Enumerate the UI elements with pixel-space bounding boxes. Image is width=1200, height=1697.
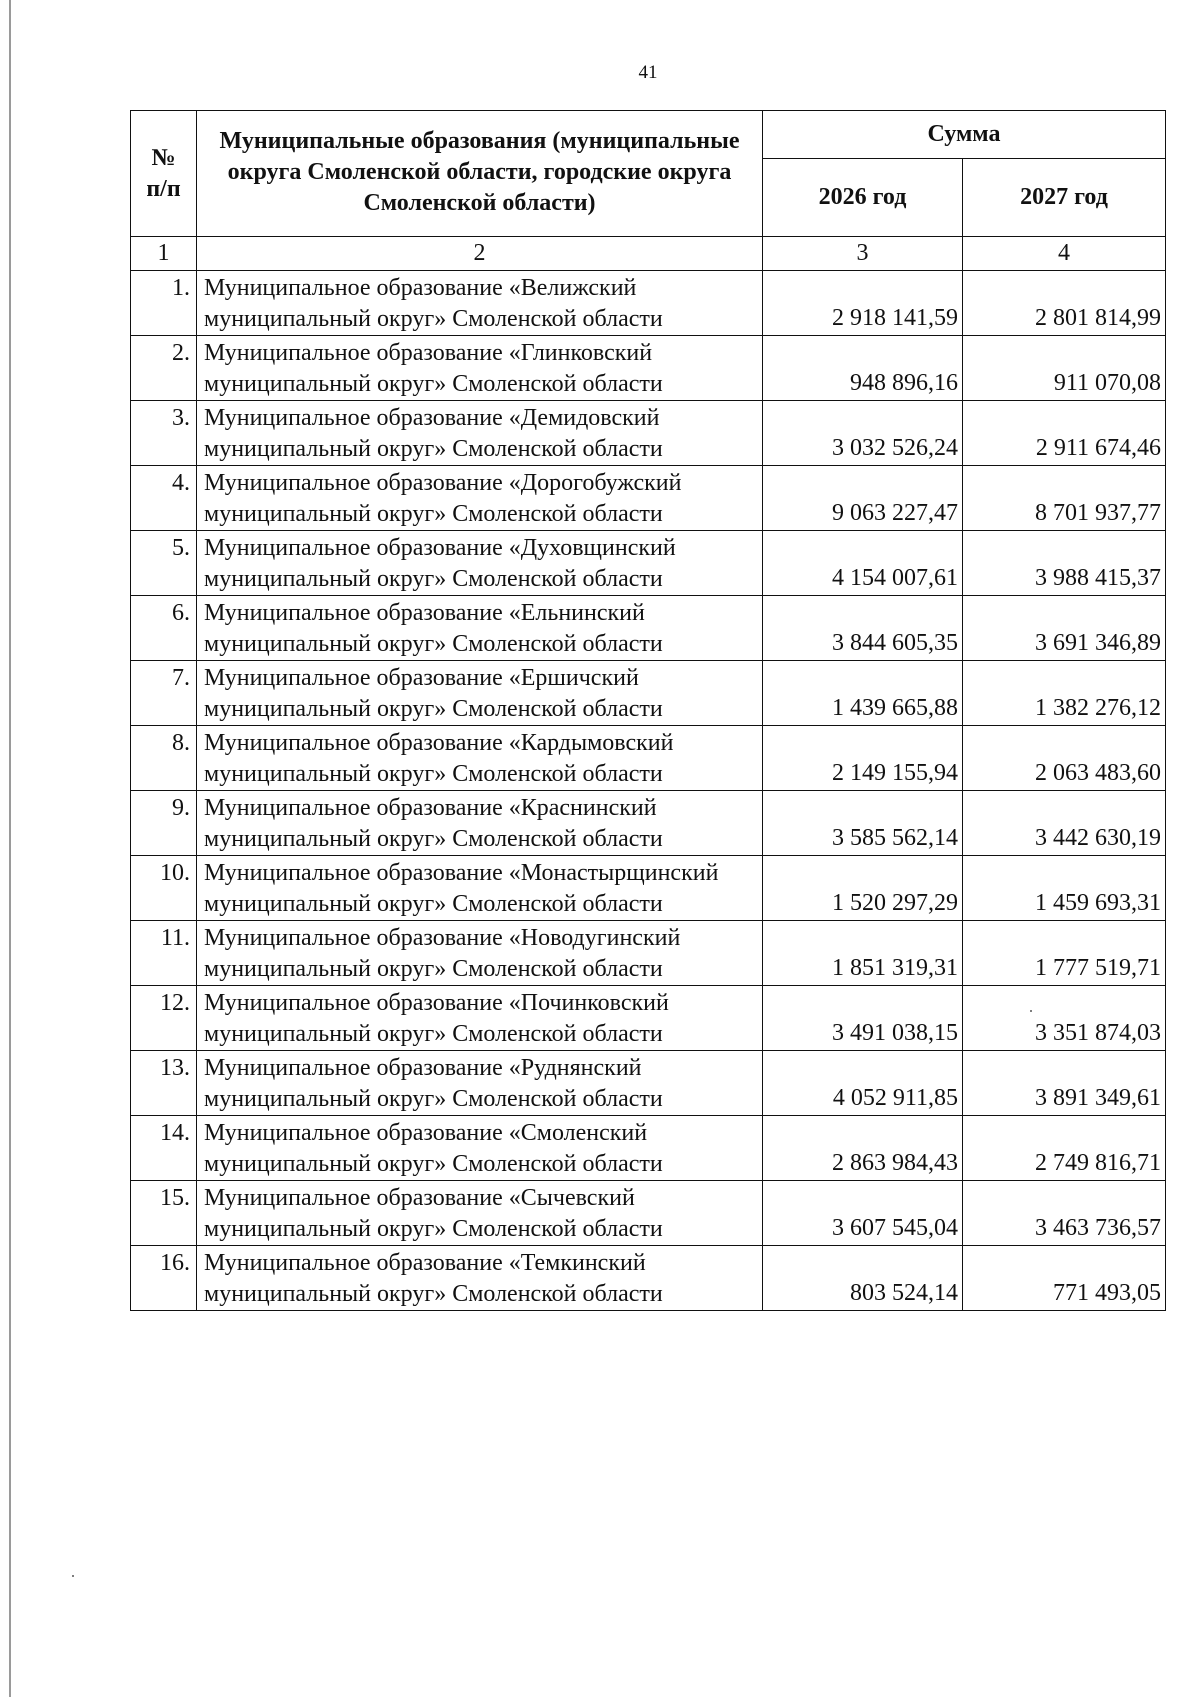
municipality-name: Муниципальное образование «Краснинский муниципальный округ» Смоленской области [197, 791, 763, 856]
municipal-sums-table [130, 110, 1166, 1311]
sum-2026: 3 844 605,35 [763, 596, 963, 661]
column-numbers-row [131, 237, 1166, 271]
municipality-name: Муниципальное образование «Темкинский муниципальный округ» Смоленской области [197, 1246, 763, 1311]
sum-2027: 2 911 674,46 [963, 401, 1166, 466]
sum-2026: 4 052 911,85 [763, 1051, 963, 1116]
table-row [131, 336, 1166, 401]
sum-2027: 2 801 814,99 [963, 271, 1166, 336]
sum-2026: 948 896,16 [763, 336, 963, 401]
municipality-name: Муниципальное образование «Дорогобужский муниципальный округ» Смоленской области [197, 466, 763, 531]
sum-2027: 911 070,08 [963, 336, 1166, 401]
sum-2026: 3 032 526,24 [763, 401, 963, 466]
sum-2026: 1 439 665,88 [763, 661, 963, 726]
municipality-name: Муниципальное образование «Сычевский муниципальный округ» Смоленской области [197, 1181, 763, 1246]
table-row [131, 1051, 1166, 1116]
column-number: 4 [963, 237, 1166, 271]
row-number: 6. [131, 596, 197, 661]
sum-2027: 3 891 349,61 [963, 1051, 1166, 1116]
header-year-2027: 2027 год [963, 159, 1166, 237]
row-number: 7. [131, 661, 197, 726]
municipality-name: Муниципальное образование «Демидовский муниципальный округ» Смоленской области [197, 401, 763, 466]
sum-2027: 1 459 693,31 [963, 856, 1166, 921]
sum-2027: 1 777 519,71 [963, 921, 1166, 986]
row-number: 14. [131, 1116, 197, 1181]
sum-2027: 3 442 630,19 [963, 791, 1166, 856]
row-number: 16. [131, 1246, 197, 1311]
column-number: 1 [131, 237, 197, 271]
page-number: 41 [638, 62, 658, 83]
sum-2027: 3 988 415,37 [963, 531, 1166, 596]
scan-speck [72, 1575, 74, 1577]
row-number: 10. [131, 856, 197, 921]
row-number: 8. [131, 726, 197, 791]
table-row [131, 466, 1166, 531]
header-sum: Сумма [763, 111, 1166, 159]
table-row [131, 1181, 1166, 1246]
header-municipality: Муниципальные образования (муниципальные округа Смоленской области, городские округа Смоленской области) [197, 111, 763, 237]
sum-2026: 1 851 319,31 [763, 921, 963, 986]
sum-2026: 1 520 297,29 [763, 856, 963, 921]
municipality-name: Муниципальное образование «Кардымовский муниципальный округ» Смоленской области [197, 726, 763, 791]
table-row [131, 401, 1166, 466]
table-row [131, 1246, 1166, 1311]
sum-2027: 1 382 276,12 [963, 661, 1166, 726]
row-number: 9. [131, 791, 197, 856]
sum-2026: 2 863 984,43 [763, 1116, 963, 1181]
row-number: 15. [131, 1181, 197, 1246]
sum-2026: 2 918 141,59 [763, 271, 963, 336]
sum-2027: 771 493,05 [963, 1246, 1166, 1311]
municipality-name: Муниципальное образование «Монастырщинский муниципальный округ» Смоленской области [197, 856, 763, 921]
table-row [131, 726, 1166, 791]
municipality-name: Муниципальное образование «Велижский муниципальный округ» Смоленской области [197, 271, 763, 336]
municipality-name: Муниципальное образование «Новодугинский муниципальный округ» Смоленской области [197, 921, 763, 986]
table-row [131, 791, 1166, 856]
sum-2027: 8 701 937,77 [963, 466, 1166, 531]
scan-edge-line [9, 0, 11, 1697]
table-row [131, 661, 1166, 726]
row-number: 1. [131, 271, 197, 336]
municipality-name: Муниципальное образование «Смоленский муниципальный округ» Смоленской области [197, 1116, 763, 1181]
row-number: 13. [131, 1051, 197, 1116]
sum-2026: 803 524,14 [763, 1246, 963, 1311]
sum-2027: 2 749 816,71 [963, 1116, 1166, 1181]
sum-2026: 2 149 155,94 [763, 726, 963, 791]
row-number: 2. [131, 336, 197, 401]
row-number: 4. [131, 466, 197, 531]
sum-2026: 4 154 007,61 [763, 531, 963, 596]
sum-2026: 3 491 038,15 [763, 986, 963, 1051]
sum-2027: 2 063 483,60 [963, 726, 1166, 791]
header-row-number: № п/п [131, 111, 197, 237]
header-year-2026: 2026 год [763, 159, 963, 237]
table-row [131, 596, 1166, 661]
column-number: 3 [763, 237, 963, 271]
table-row [131, 921, 1166, 986]
sum-2027: 3 463 736,57 [963, 1181, 1166, 1246]
municipality-name: Муниципальное образование «Ельнинский муниципальный округ» Смоленской области [197, 596, 763, 661]
sum-2026: 3 607 545,04 [763, 1181, 963, 1246]
row-number: 11. [131, 921, 197, 986]
row-number: 12. [131, 986, 197, 1051]
table-row [131, 1116, 1166, 1181]
municipality-name: Муниципальное образование «Глинковский муниципальный округ» Смоленской области [197, 336, 763, 401]
municipality-name: Муниципальное образование «Починковский муниципальный округ» Смоленской области [197, 986, 763, 1051]
table-row [131, 531, 1166, 596]
sum-2027: 3 691 346,89 [963, 596, 1166, 661]
table-row [131, 856, 1166, 921]
sum-2026: 3 585 562,14 [763, 791, 963, 856]
table-row [131, 986, 1166, 1051]
row-number: 5. [131, 531, 197, 596]
municipality-name: Муниципальное образование «Ершичский муниципальный округ» Смоленской области [197, 661, 763, 726]
row-number: 3. [131, 401, 197, 466]
municipality-name: Муниципальное образование «Руднянский муниципальный округ» Смоленской области [197, 1051, 763, 1116]
sum-2027: 3 351 874,03 [963, 986, 1166, 1051]
column-number: 2 [197, 237, 763, 271]
table-row [131, 271, 1166, 336]
municipality-name: Муниципальное образование «Духовщинский муниципальный округ» Смоленской области [197, 531, 763, 596]
sum-2026: 9 063 227,47 [763, 466, 963, 531]
